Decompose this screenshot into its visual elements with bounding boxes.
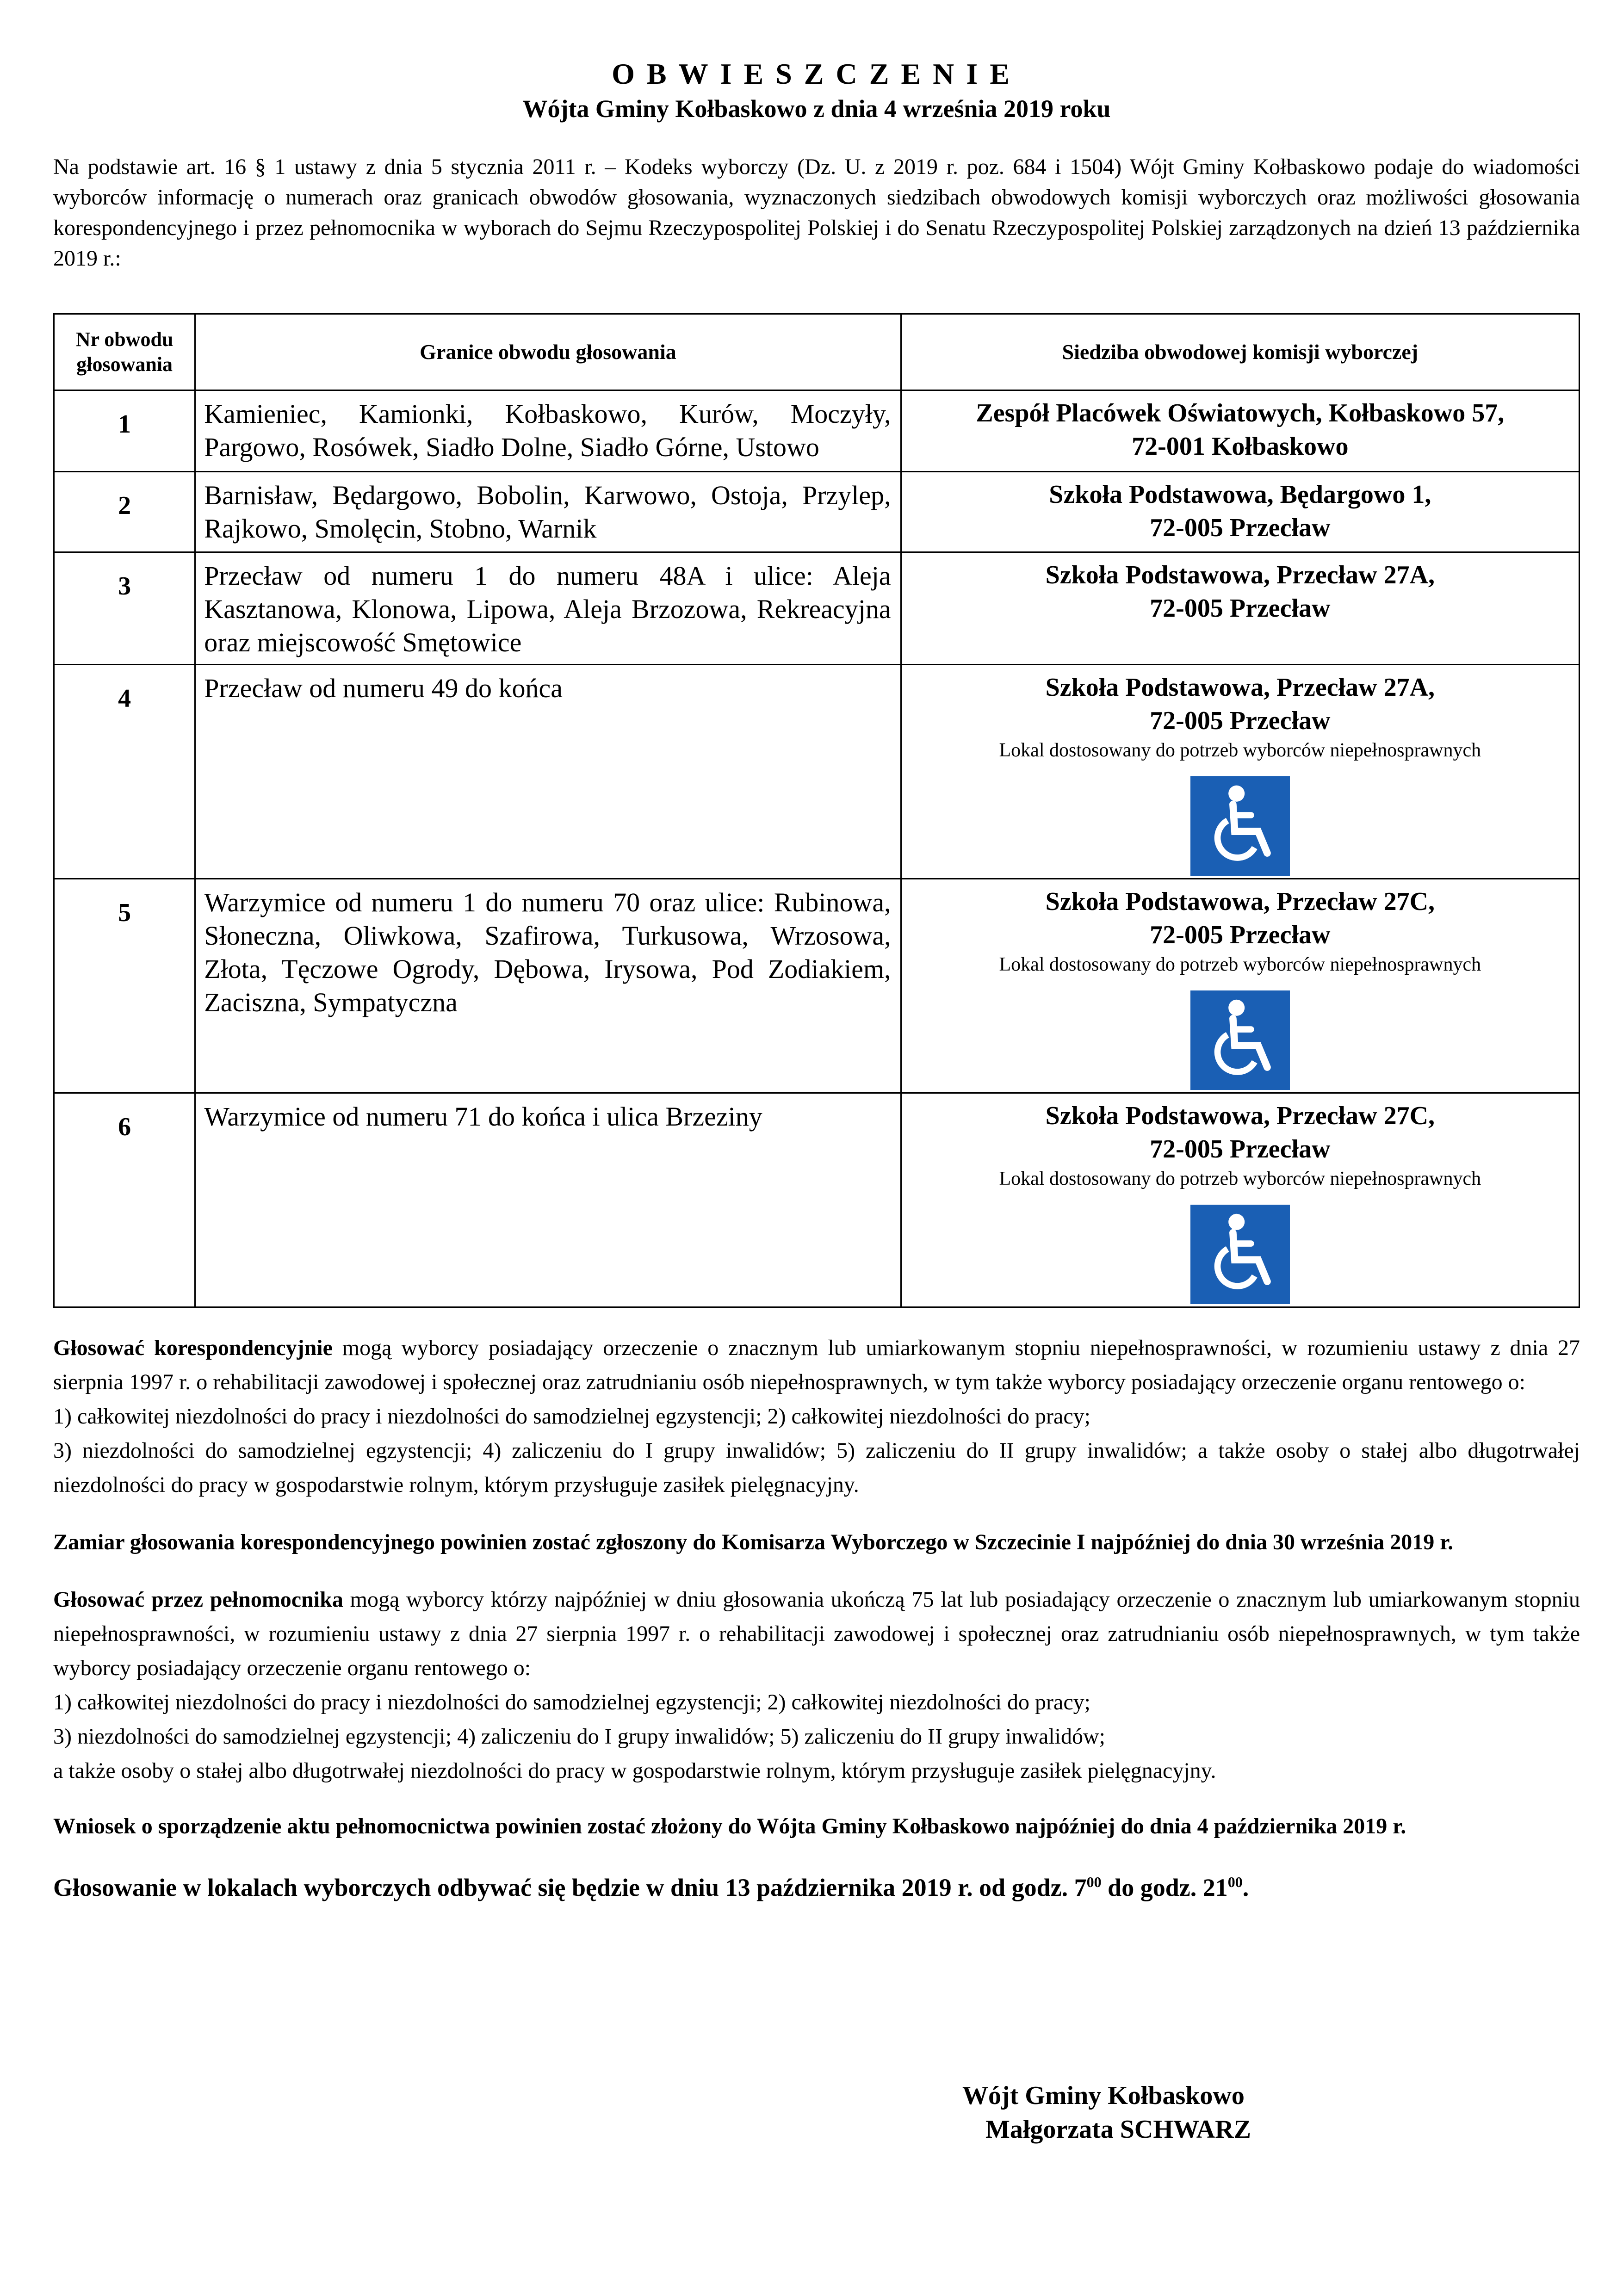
- row-seat: [901, 1093, 1579, 1307]
- proxy-request-deadline: Wniosek o sporządzenie aktu pełnomocnictwa powinien zostać złożony do Wójta Gminy Kołbaskowo najpóźniej do dnia 4 października 2019 r.: [53, 1814, 1406, 1838]
- seat-city: 72-005 Przecław: [1150, 1135, 1331, 1163]
- header-siedziba: Siedziba obwodowej komisji wyborczej: [901, 314, 1579, 390]
- seat-city: 72-005 Przecław: [1150, 594, 1331, 623]
- seat-name: Szkoła Podstawowa, Będargowo 1,: [1049, 480, 1431, 509]
- postal-voting-line: 3) niezdolności do samodzielnej egzystencji; 4) zaliczeniu do I grupy inwalidów; 5) zaliczeniu do II grupy inwalidów; a także osoby o stałej albo długotrwałej niezdolności do pracy w gospodarstwie rolnym, którym przysługuje zasiłek pielęgnacyjny.: [53, 1438, 1580, 1497]
- seat-city: 72-005 Przecław: [1150, 921, 1331, 949]
- proxy-voting-lead: Głosować przez pełnomocnika: [53, 1587, 343, 1612]
- row-number: 5: [54, 879, 195, 1093]
- intro-paragraph: Na podstawie art. 16 § 1 ustawy z dnia 5 stycznia 2011 r. – Kodeks wyborczy (Dz. U. z 2019 r. poz. 684 i 1504) Wójt Gminy Kołbaskowo podaje do wiadomości wyborców informację o numerach oraz granicach obwodów głosowania, wyznaczonych siedzibach obwodowych komisji wyborczych oraz możliwości głosowania korespondencyjnego i przez pełnomocnika w wyborach do Sejmu Rzeczypospolitej Polskiej i do Senatu Rzeczypospolitej Polskiej zarządzonych na dzień 13 października 2019 r.:: [53, 155, 1580, 271]
- seat-name: Szkoła Podstawowa, Przecław 27A,: [1045, 673, 1435, 702]
- seat-name: Szkoła Podstawowa, Przecław 27C,: [1045, 887, 1435, 916]
- proxy-voting-paragraph: [53, 1583, 1580, 1685]
- row-boundaries: Przecław od numeru 49 do końca: [195, 665, 901, 879]
- postal-voting-lead: Głosować korespondencyjnie: [53, 1336, 333, 1360]
- districts-table: [53, 313, 1580, 1308]
- voting-hours-start-minutes: 00: [1086, 1874, 1102, 1890]
- signature-name: Małgorzata SCHWARZ: [985, 2115, 1251, 2144]
- table-row: [54, 552, 1580, 665]
- seat-name: Szkoła Podstawowa, Przecław 27A,: [1045, 561, 1435, 589]
- signature-title: Wójt Gminy Kołbaskowo: [962, 2081, 1245, 2110]
- voting-hours-end-minutes: 00: [1227, 1874, 1243, 1890]
- voting-hours-end: .: [1242, 1874, 1249, 1901]
- voting-hours: [53, 1865, 1580, 1905]
- table-row: [54, 665, 1580, 879]
- proxy-voting-line: a także osoby o stałej albo długotrwałej niezdolności do pracy w gospodarstwie rolnym, którym przysługuje zasiłek pielęgnacyjny.: [53, 1758, 1216, 1783]
- row-boundaries: Warzymice od numeru 1 do numeru 70 oraz ulice: Rubinowa, Słoneczna, Oliwkowa, Szafirowa, Turkusowa, Wrzosowa, Złota, Tęczowe Ogrody, Dębowa, Irysowa, Pod Zodiakiem, Zaciszna, Sympatyczna: [195, 879, 901, 1093]
- voting-hours-mid: do godz. 21: [1101, 1874, 1228, 1901]
- accessibility-note: Lokal dostosowany do potrzeb wyborców niepełnosprawnych: [999, 740, 1481, 761]
- proxy-voting-section: [53, 1583, 1580, 1788]
- row-number: 3: [54, 552, 195, 665]
- row-boundaries: Warzymice od numeru 71 do końca i ulica Brzeziny: [195, 1093, 901, 1307]
- row-number: 6: [54, 1093, 195, 1307]
- table-row: [54, 1093, 1580, 1307]
- seat-name: Zespół Placówek Oświatowych, Kołbaskowo 57,: [976, 399, 1505, 427]
- accessibility-note: Lokal dostosowany do potrzeb wyborców niepełnosprawnych: [999, 954, 1481, 975]
- postal-voting-paragraph: [53, 1331, 1580, 1399]
- table-row: [54, 390, 1580, 472]
- wheelchair-icon: [1190, 990, 1290, 1090]
- row-number: 2: [54, 472, 195, 552]
- postal-voting-line: 1) całkowitej niezdolności do pracy i niezdolności do samodzielnej egzystencji; 2) całkowitej niezdolności do pracy;: [53, 1404, 1090, 1429]
- wheelchair-icon: [1190, 776, 1290, 876]
- proxy-voting-text: mogą wyborcy którzy najpóźniej w dniu głosowania ukończą 75 lat lub posiadający orzeczenie o znacznym lub umiarkowanym stopniu niepełnosprawności, w rozumieniu ustawy z dnia 27 sierpnia 1997 r. o rehabilitacji zawodowej i społecznej oraz zatrudnianiu osób niepełnosprawnych, w tym także wyborcy posiadający orzeczenie organu rentowego o:: [53, 1587, 1580, 1680]
- seat-name: Szkoła Podstawowa, Przecław 27C,: [1045, 1102, 1435, 1130]
- seat-city: 72-001 Kołbaskowo: [1132, 432, 1349, 461]
- proxy-voting-line: 1) całkowitej niezdolności do pracy i niezdolności do samodzielnej egzystencji; 2) całkowitej niezdolności do pracy;: [53, 1690, 1090, 1714]
- accessibility-note: Lokal dostosowany do potrzeb wyborców niepełnosprawnych: [999, 1168, 1481, 1189]
- row-boundaries: Przecław od numeru 1 do numeru 48A i ulice: Aleja Kasztanowa, Klonowa, Lipowa, Aleja Brzozowa, Rekreacyjna oraz miejscowość Smętowice: [195, 552, 901, 665]
- voting-hours-text: Głosowanie w lokalach wyborczych odbywać się będzie w dniu 13 października 2019 r. od godz. 7: [53, 1874, 1087, 1901]
- row-seat: [901, 879, 1579, 1093]
- row-seat: [901, 472, 1579, 552]
- row-boundaries: Barnisław, Będargowo, Bobolin, Karwowo, Ostoja, Przylep, Rajkowo, Smolęcin, Stobno, Warnik: [195, 472, 901, 552]
- seat-city: 72-005 Przecław: [1150, 706, 1331, 735]
- table-row: [54, 879, 1580, 1093]
- wheelchair-icon: [1190, 1205, 1290, 1304]
- document-subtitle: Wójta Gminy Kołbaskowo z dnia 4 września 2019 roku: [522, 95, 1111, 123]
- table-header-row: [54, 314, 1580, 390]
- document-page: [53, 56, 1580, 1905]
- row-seat: [901, 390, 1579, 472]
- row-number: 1: [54, 390, 195, 472]
- seat-city: 72-005 Przecław: [1150, 514, 1331, 542]
- postal-voting-deadline: Zamiar głosowania korespondencyjnego powinien zostać zgłoszony do Komisarza Wyborczego w Szczecinie I najpóźniej do dnia 30 września 2019 r.: [53, 1530, 1454, 1554]
- table-row: [54, 472, 1580, 552]
- row-seat: [901, 665, 1579, 879]
- header-granice: Granice obwodu głosowania: [195, 314, 901, 390]
- postal-voting-section: [53, 1331, 1580, 1502]
- row-seat: [901, 552, 1579, 665]
- document-title: OBWIESZCZENIE: [612, 57, 1022, 90]
- proxy-voting-line: 3) niezdolności do samodzielnej egzystencji; 4) zaliczeniu do I grupy inwalidów; 5) zaliczeniu do II grupy inwalidów;: [53, 1724, 1105, 1749]
- header-nr: Nr obwodu głosowania: [54, 314, 195, 390]
- row-boundaries: Kamieniec, Kamionki, Kołbaskowo, Kurów, Moczyły, Pargowo, Rosówek, Siadło Dolne, Siadło Górne, Ustowo: [195, 390, 901, 472]
- postal-voting-text: mogą wyborcy posiadający orzeczenie o znacznym lub umiarkowanym stopniu niepełnosprawności, w rozumieniu ustawy z dnia 27 sierpnia 1997 r. o rehabilitacji zawodowej i społecznej oraz zatrudnianiu osób niepełnosprawnych, w tym także wyborcy posiadający orzeczenie organu rentowego o:: [53, 1336, 1580, 1394]
- row-number: 4: [54, 665, 195, 879]
